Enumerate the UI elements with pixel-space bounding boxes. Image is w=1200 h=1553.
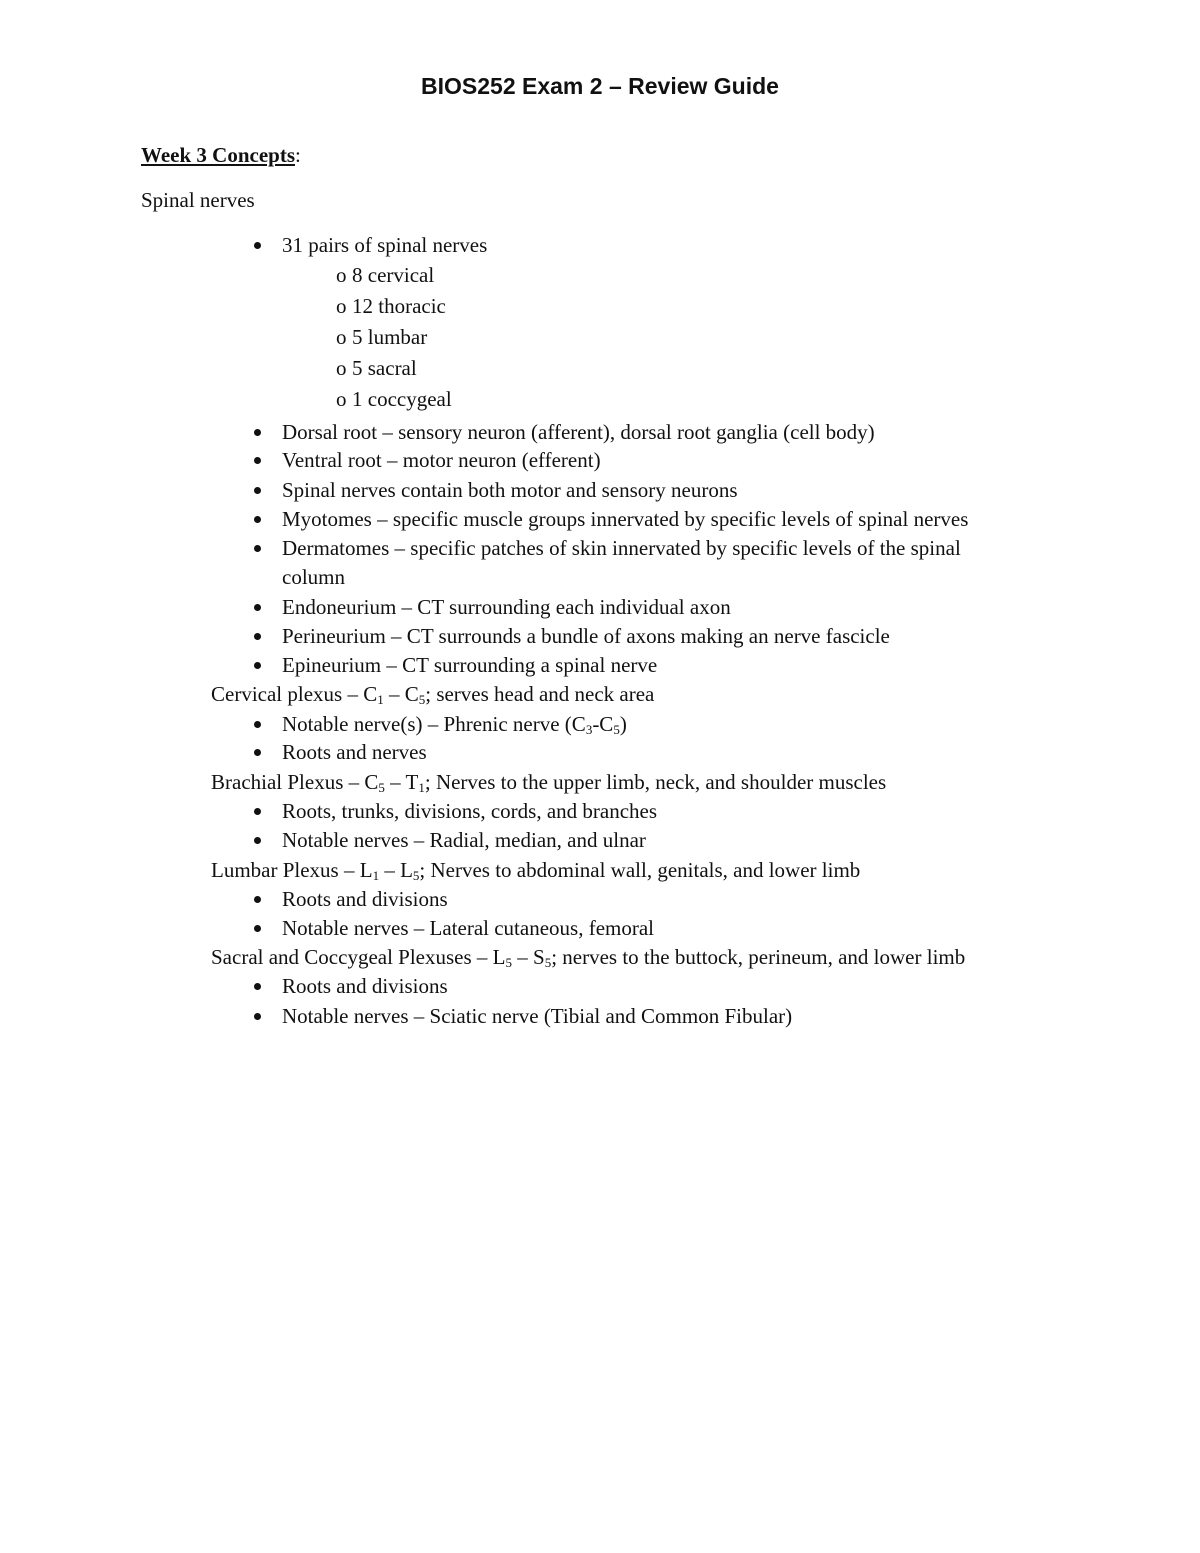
bullet-icon bbox=[254, 896, 261, 903]
heading-text: Cervical plexus – C bbox=[211, 682, 378, 706]
circle-bullet-icon: o bbox=[336, 294, 347, 318]
sub-list-item-text: 12 thoracic bbox=[352, 294, 446, 318]
list-item-text: Epineurium – CT surrounding a spinal nerve bbox=[282, 653, 658, 677]
bullet-icon bbox=[254, 633, 261, 640]
list-item-text: Endoneurium – CT surrounding each individual axon bbox=[282, 595, 731, 619]
heading-text: ; nerves to the buttock, perineum, and lower limb bbox=[551, 945, 966, 969]
bullet-icon bbox=[254, 429, 261, 436]
bullet-icon bbox=[254, 457, 261, 464]
subscript: 5 bbox=[613, 722, 620, 737]
week-heading bbox=[141, 143, 301, 168]
subscript: 5 bbox=[412, 868, 420, 883]
list-item-text: Roots and divisions bbox=[282, 974, 448, 998]
list-item-text: Myotomes – specific muscle groups innervated by specific levels of spinal nerves bbox=[282, 507, 969, 531]
week-heading-label: Week 3 Concepts bbox=[141, 143, 295, 167]
heading-text: ; serves head and neck area bbox=[425, 682, 655, 706]
list-item-text: Roots, trunks, divisions, cords, and branches bbox=[282, 799, 658, 823]
bullet-icon bbox=[254, 545, 261, 552]
bullet-icon bbox=[254, 925, 261, 932]
list-item-text: Spinal nerves contain both motor and sensory neurons bbox=[282, 478, 738, 502]
sacral-plexus-heading bbox=[211, 945, 965, 970]
sub-list-item-text: 5 sacral bbox=[352, 356, 417, 380]
list-item-text: Dermatomes – specific patches of skin innervated by specific levels of the spinal bbox=[282, 536, 961, 560]
heading-text: – T bbox=[384, 770, 419, 794]
subscript: 1 bbox=[418, 780, 425, 795]
cervical-plexus-heading bbox=[211, 682, 654, 707]
subscript: 1 bbox=[377, 692, 384, 707]
list-item-text: Roots and nerves bbox=[282, 740, 427, 764]
list-item-text: Notable nerves – Lateral cutaneous, femoral bbox=[282, 916, 655, 940]
list-item-text: Notable nerves – Sciatic nerve (Tibial and Common Fibular) bbox=[282, 1004, 793, 1028]
heading-text: – S bbox=[512, 945, 545, 969]
heading-text: Sacral and Coccygeal Plexuses – L bbox=[211, 945, 506, 969]
list-item-text: Dorsal root – sensory neuron (afferent), dorsal root ganglia (cell body) bbox=[282, 420, 875, 444]
heading-text: ; Nerves to the upper limb, neck, and shoulder muscles bbox=[424, 770, 887, 794]
bullet-icon bbox=[254, 516, 261, 523]
list-item-text: Roots and divisions bbox=[282, 887, 448, 911]
heading-text: ; Nerves to abdominal wall, genitals, and lower limb bbox=[419, 858, 861, 882]
circle-bullet-icon: o bbox=[336, 263, 347, 287]
subscript: 3 bbox=[585, 722, 593, 737]
list-item-text: Ventral root – motor neuron (efferent) bbox=[282, 448, 601, 472]
bullet-icon bbox=[254, 1013, 261, 1020]
heading-text: Lumbar Plexus – L bbox=[211, 858, 373, 882]
sub-list-item-text: 1 coccygeal bbox=[352, 387, 452, 411]
list-item-text: Perineurium – CT surrounds a bundle of axons making an nerve fascicle bbox=[282, 624, 890, 648]
bullet-icon bbox=[254, 242, 261, 249]
document-title: BIOS252 Exam 2 – Review Guide bbox=[421, 73, 779, 99]
circle-bullet-icon: o bbox=[336, 356, 347, 380]
heading-text: – L bbox=[379, 858, 413, 882]
bullet-icon bbox=[254, 662, 261, 669]
list-item-text: 31 pairs of spinal nerves bbox=[282, 233, 488, 257]
heading-text: – C bbox=[383, 682, 419, 706]
list-item-text bbox=[282, 712, 627, 737]
lumbar-plexus-heading bbox=[211, 858, 860, 883]
bullet-icon bbox=[254, 604, 261, 611]
list-item-continuation: column bbox=[282, 565, 345, 589]
bullet-icon bbox=[254, 983, 261, 990]
sub-list-item-text: 5 lumbar bbox=[352, 325, 428, 349]
subscript: 5 bbox=[378, 780, 385, 795]
text: Notable nerve(s) – Phrenic nerve (C bbox=[282, 712, 586, 736]
sub-list-item-text: 8 cervical bbox=[352, 263, 435, 287]
bullet-icon bbox=[254, 721, 261, 728]
list-item-text: Notable nerves – Radial, median, and ulnar bbox=[282, 828, 646, 852]
subscript: 5 bbox=[505, 955, 512, 970]
brachial-plexus-heading bbox=[211, 770, 886, 795]
subscript: 5 bbox=[418, 692, 426, 707]
week-heading-colon: : bbox=[295, 143, 301, 167]
circle-bullet-icon: o bbox=[336, 387, 347, 411]
subscript: 1 bbox=[372, 868, 380, 883]
heading-text: Brachial Plexus – C bbox=[211, 770, 379, 794]
text: ) bbox=[619, 712, 627, 736]
subscript: 5 bbox=[544, 955, 552, 970]
circle-bullet-icon: o bbox=[336, 325, 347, 349]
bullet-icon bbox=[254, 749, 261, 756]
text: -C bbox=[592, 712, 614, 736]
bullet-icon bbox=[254, 808, 261, 815]
spinal-nerves-heading: Spinal nerves bbox=[141, 188, 255, 212]
bullet-icon bbox=[254, 487, 261, 494]
bullet-icon bbox=[254, 837, 261, 844]
